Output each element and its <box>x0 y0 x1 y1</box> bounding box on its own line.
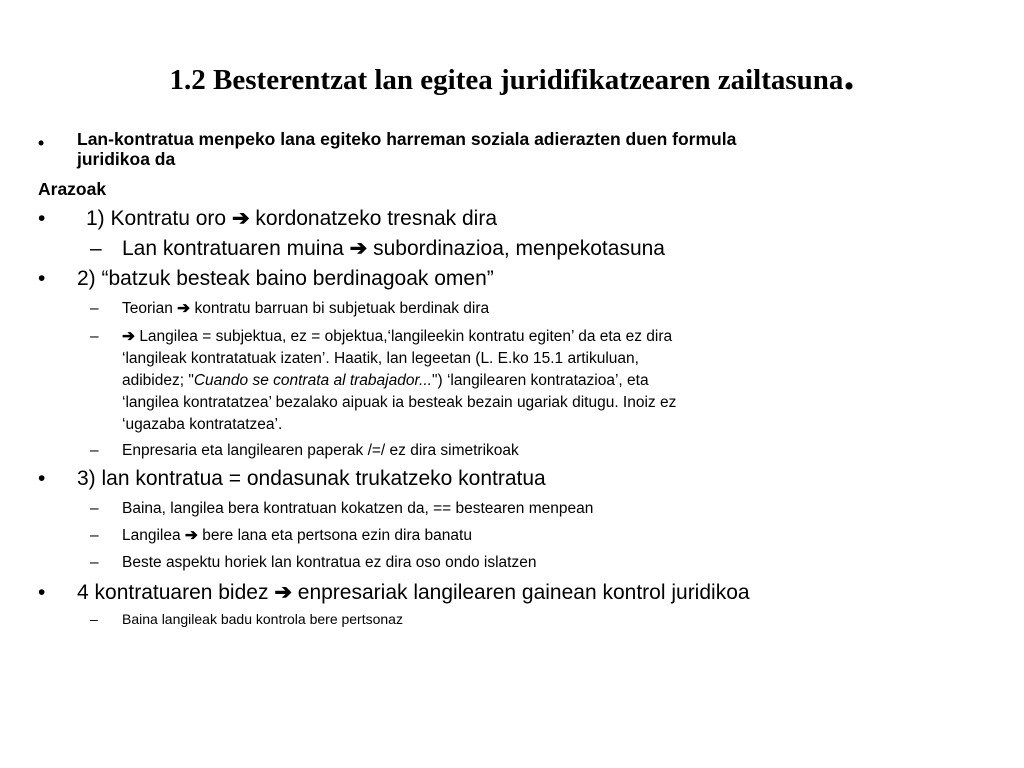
bullet-2-sub-3: Enpresaria eta langilearen paperak /=/ ez dira simetrikoak <box>122 442 519 459</box>
bullet-2-sub-1-pre: Teorian <box>122 300 173 317</box>
intro-line-2: juridikoa da <box>77 149 176 169</box>
title-period: . <box>843 50 855 99</box>
bullet-4-sub-1: Baina langileak badu kontrola bere pertsonaz <box>122 611 403 627</box>
bullet-marker: • <box>38 267 46 290</box>
dash-marker: – <box>90 527 99 544</box>
bullet-1-post: kordonatzeko tresnak dira <box>255 207 498 230</box>
dash-marker: – <box>90 300 99 317</box>
arrow-icon: ➔ <box>122 328 135 345</box>
dash-marker: – <box>90 328 99 345</box>
arazoak-heading: Arazoak <box>38 179 107 199</box>
bullet-marker: • <box>38 581 46 604</box>
bullet-1-sub-1-post: subordinazioa, menpekotasuna <box>373 237 665 260</box>
bullet-2-sub-2-line-1-text: Langilea = subjektua, ez = objektua,‘langileekin kontratu egiten’ da eta ez dira <box>139 328 673 345</box>
bullet-1-sub-1 <box>122 236 665 262</box>
slide-title-text: 1.2 Besterentzat lan egitea juridifikatzearen zailtasuna <box>169 64 844 96</box>
bullet-4-post: enpresariak langilearen gainean kontrol juridikoa <box>297 581 750 604</box>
dash-marker: – <box>90 611 98 627</box>
bullet-2-sub-2-line-3-pre: adibidez; " <box>122 372 194 389</box>
bullet-3-sub-3: Beste aspektu horiek lan kontratua ez dira oso ondo islatzen <box>122 554 537 571</box>
bullet-2-sub-2-line-3-post: ") ‘langilearen kontratazioa’, eta <box>431 372 649 389</box>
bullet-2: 2) “batzuk besteak baino berdinagoak omen” <box>77 267 494 290</box>
bullet-4-pre: 4 kontratuaren bidez <box>77 581 269 604</box>
bullet-2-sub-2-line-2: ‘langileak kontratatuak izaten’. Haatik, lan legeetan (L. E.ko 15.1 artikuluan, <box>122 350 639 367</box>
bullet-2-sub-2-quote: Cuando se contrata al trabajador... <box>193 372 432 389</box>
bullet-4 <box>77 580 750 606</box>
intro-line-1: Lan-kontratua menpeko lana egiteko harreman soziala adierazten duen formula <box>77 129 737 149</box>
arrow-icon: ➔ <box>349 237 368 260</box>
dash-marker: – <box>90 500 99 517</box>
bullet-1 <box>86 206 497 232</box>
bullet-2-sub-1-post: kontratu barruan bi subjetuak berdinak dira <box>194 300 490 317</box>
bullet-2-sub-2-line-4: ‘langilea kontratatzea’ bezalako aipuak ia besteak bezain ugariak ditugu. Inoiz ez <box>122 394 677 411</box>
bullet-3-sub-2-post: bere lana eta pertsona ezin dira banatu <box>202 527 472 544</box>
bullet-2-sub-2-line-1 <box>122 327 672 347</box>
dash-marker: – <box>90 237 102 260</box>
arrow-icon: ➔ <box>184 527 198 544</box>
bullet-2-sub-1 <box>122 299 489 319</box>
bullet-marker: • <box>38 207 46 230</box>
arrow-icon: ➔ <box>231 207 250 230</box>
bullet-2-sub-2-line-5: ‘ugazaba kontratatzea’. <box>122 416 283 433</box>
dash-marker: – <box>90 442 99 459</box>
bullet-3-sub-1: Baina, langilea bera kontratuan kokatzen da, == bestearen menpean <box>122 500 594 517</box>
bullet-1-pre: 1) Kontratu oro <box>86 207 227 230</box>
bullet-3-sub-2 <box>122 526 472 546</box>
bullet-marker: • <box>38 467 46 490</box>
bullet-2-sub-2-line-3 <box>122 371 649 391</box>
bullet-marker: • <box>38 133 45 153</box>
arrow-icon: ➔ <box>274 581 292 604</box>
bullet-1-sub-1-pre: Lan kontratuaren muina <box>122 237 344 260</box>
arrow-icon: ➔ <box>177 300 191 317</box>
bullet-3-sub-2-pre: Langilea <box>122 527 181 544</box>
dash-marker: – <box>90 554 99 571</box>
bullet-3: 3) lan kontratua = ondasunak trukatzeko kontratua <box>77 467 546 490</box>
